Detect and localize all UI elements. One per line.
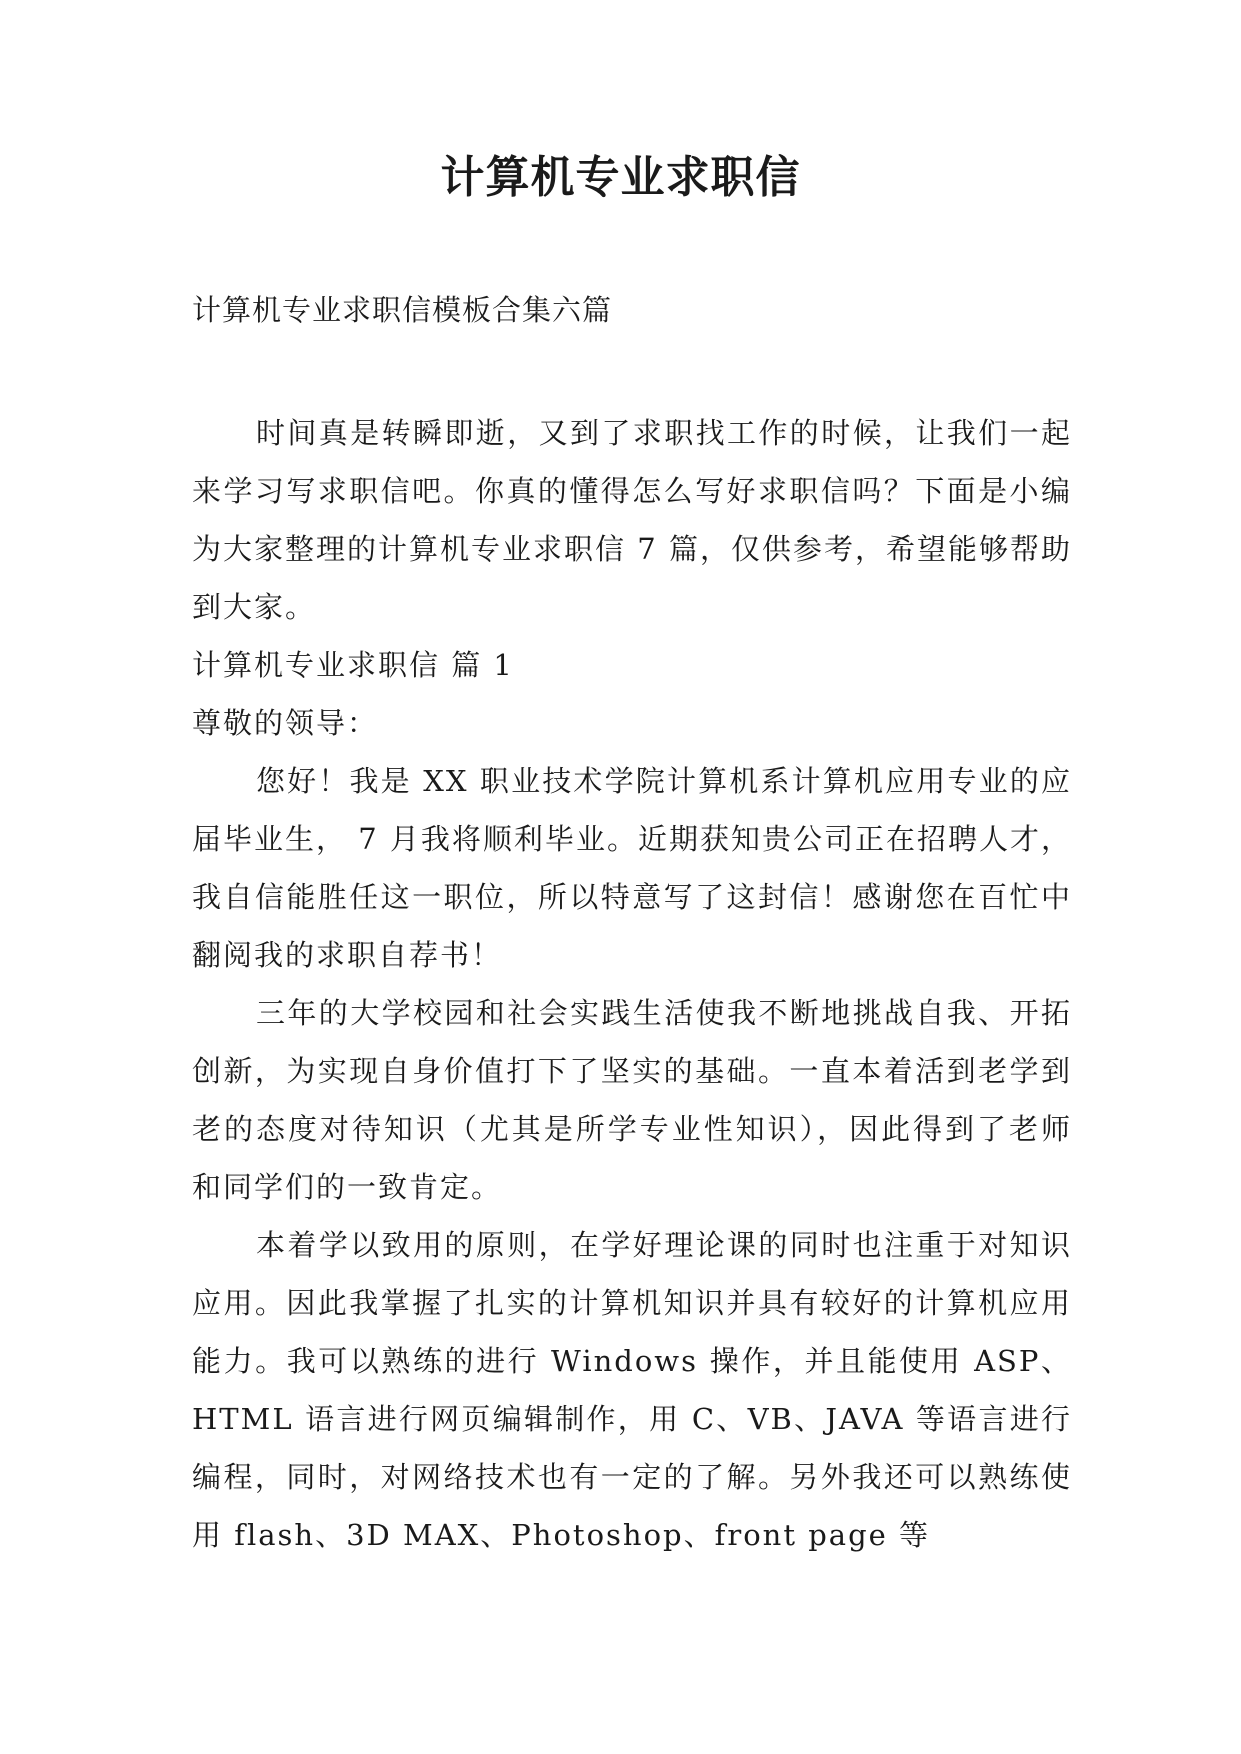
section-heading: 计算机专业求职信 篇 1: [192, 648, 514, 682]
intro-paragraph: 时间真是转瞬即逝，又到了求职找工作的时候，让我们一起来学习写求职信吧。你真的懂得怎么写好求职信吗？下面是小编为大家整理的计算机专业求职信 7 篇，仅供参考，希望能够帮助到大家。: [192, 416, 1072, 624]
body-paragraph: 本着学以致用的原则，在学好理论课的同时也注重于对知识应用。因此我掌握了扎实的计算机知识并具有较好的计算机应用能力。我可以熟练的进行 Windows 操作，并且能使用 ASP、HTML 语言进行网页编辑制作，用 C、VB、JAVA 等语言进行编程，同时，对网络技术也有一定的了解。另外我还可以熟练使用 flash、3D MAX、Photoshop、front page 等: [192, 1228, 1072, 1552]
page-title: 计算机专业求职信: [440, 152, 801, 203]
body-paragraph: 三年的大学校园和社会实践生活使我不断地挑战自我、开拓创新，为实现自身价值打下了坚实的基础。一直本着活到老学到老的态度对待知识（尤其是所学专业性知识），因此得到了老师和同学们的一致肯定。: [192, 996, 1072, 1204]
document-body: [192, 404, 1072, 1564]
document-subtitle: 计算机专业求职信模板合集六篇: [192, 293, 613, 327]
body-paragraph: 您好！我是 XX 职业技术学院计算机系计算机应用专业的应届毕业生， 7 月我将顺利毕业。近期获知贵公司正在招聘人才，我自信能胜任这一职位，所以特意写了这封信！感谢您在百忙中翻阅我的求职自荐书！: [192, 764, 1072, 972]
salutation: 尊敬的领导：: [192, 706, 379, 740]
